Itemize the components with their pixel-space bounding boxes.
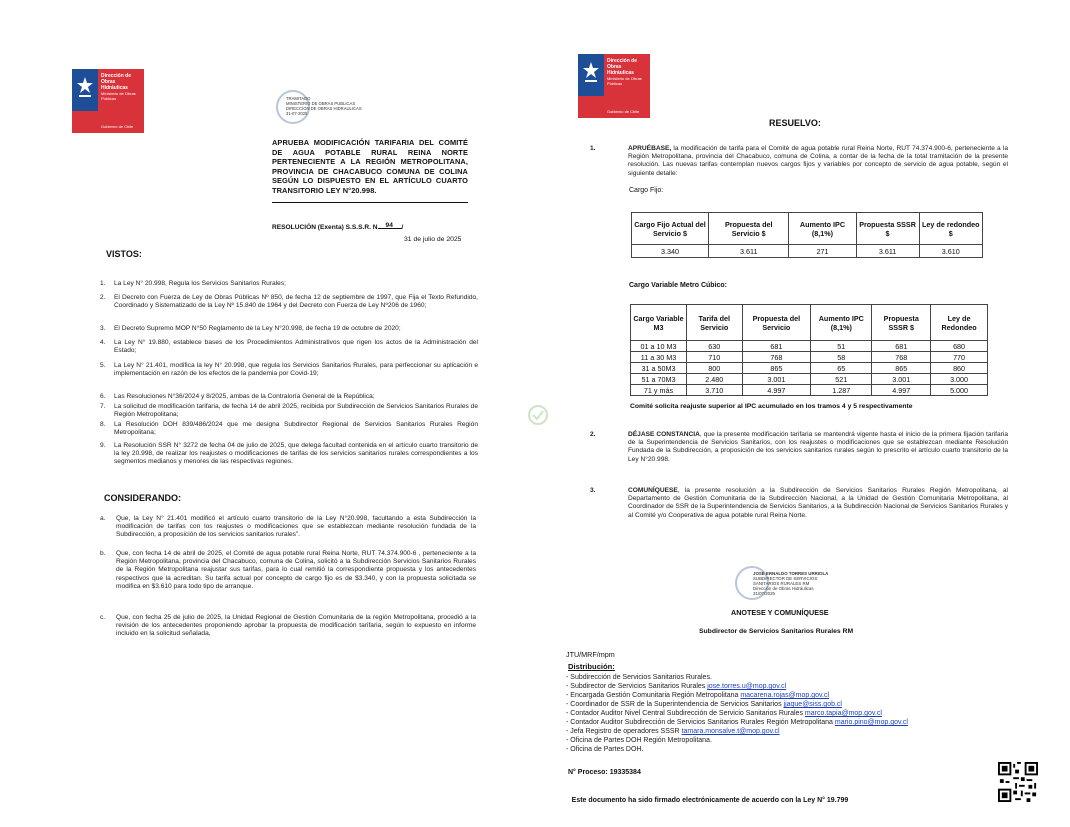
chile-coat-of-arms-icon <box>581 60 601 90</box>
doh-logo <box>578 54 650 118</box>
signer-title: Subdirector de Servicios Sanitarios Rurales RM <box>699 628 854 635</box>
table-row: 71 y más 3.710 4.997 1.287 4.997 5.000 <box>631 385 988 396</box>
tramitado-stamp: TRAMITADO MINISTERIO DE OBRAS PUBLICAS DIRECCION DE OBRAS HIDRAULICAS 31-07-2025 <box>276 90 386 126</box>
variable-charge-table: Cargo Variable M3 Tarifa del Servicio Propuesta del Servicio Aumento IPC (8,1%) Propuesta SSSR $ Ley de Redondeo 01 a 10 M3 630 681 51 681 680 11 a 30 M3 710 768 58 768 770 31 a 50M3 800 865 65 865 860 51 a 70M3 2.480 3.001 521 3.001 3.000 71 y más 3.710 4.997 1.287 4.997 5.000 <box>630 304 988 396</box>
resolution-date: 31 de julio de 2025 <box>404 236 462 243</box>
doh-logo <box>72 69 144 133</box>
email-link[interactable]: macarena.rojas@mop.gov.cl <box>740 692 830 699</box>
logo-title: Dirección de Obras Hidráulicas <box>607 58 638 76</box>
cargo-variable-label: Cargo Variable Metro Cúbico: <box>629 282 728 289</box>
table-row: 11 a 30 M3 710 768 58 768 770 <box>631 352 988 363</box>
list-item: - Coordinador de SSR de la Superintendencia de Servicios Sanitarios jjaque@siss.gob.cl <box>566 701 842 708</box>
title-underline <box>272 202 468 203</box>
table-row: 01 a 10 M3 630 681 51 681 680 <box>631 341 988 352</box>
anotese-heading: ANOTESE Y COMUNÍQUESE <box>731 608 829 617</box>
list-item: - Encargada Gestión Comunitaria Región Metropolitana macarena.rojas@mop.gov.cl <box>566 692 830 699</box>
email-link[interactable]: jjaque@siss.gob.cl <box>783 701 842 708</box>
vistos-heading: VISTOS: <box>106 249 142 259</box>
list-item: - Subdirector de Servicios Sanitarios Rurales jose.torres.u@mop.gov.cl <box>566 683 787 690</box>
process-number: N° Proceso: 19335384 <box>568 769 641 776</box>
resolution-number-line: RESOLUCIÓN (Exenta) S.S.S.R. N 94 / <box>272 222 404 231</box>
logo-subtitle: Ministerio de Obras Públicas <box>101 91 136 101</box>
logo-subtitle: Ministerio de Obras Públicas <box>607 76 642 86</box>
list-item: - Subdirección de Servicios Sanitarios Rurales. <box>566 674 712 681</box>
table-row: 31 a 50M3 800 865 65 865 860 <box>631 363 988 374</box>
distribucion-heading: Distribución: <box>568 662 615 671</box>
right-page: Dirección de Obras Hidráulicas Ministerio de Obras Públicas Gobierno de Chile RESUELVO: 1. APRUÉBASE, la modificación de tarifa para el Comité de agua potable rural Reina Norte, RUT 74.374.900-6, perteneciente a la Región Metropolitana, provincia del Chacabuco, comuna de Colina, a contar de la fecha de la total tramitación de la presente resolución. Las nuevas tarifas contemplan nuevos cargos fijos y variables por concepto de servicio de agua potable, según el siguiente detalle: Cargo Fijo: Cargo Fijo Actual del Servicio $ Propuesta del Servicio $ Aumento IPC (8,1%) Propuesta SSSR $ Ley de redondeo $ 3.340 3.611 271 3.611 3.610 Cargo Variable Metro Cúbico: Cargo Variable M3 Tarifa del Servicio Propuesta del Servicio Aumento IPC (8,1%) Propuesta SSSR $ Ley de Redondeo 01 a 10 M3 630 681 51 681 680 11 a 30 M3 710 768 58 768 770 31 a 50M3 800 865 65 865 860 51 a 70M3 2.480 3.001 521 3.001 3.000 71 y más 3.710 4.997 1.287 4.997 5.000 Comité solicita reajuste superior al IPC acumulado en los tramos 4 y 5 respectivamente 2. DÉJASE CONSTANCIA, que la presente modificación tarifaria se mantendrá vigente hasta el inicio de la primera fijación tarifaria de la Superintendencia de Servicios Sanitarios, con los reajustes o modificaciones que se establezcan mediante Resolución Fundada de la Subdirección, a proposición de los servicios sanitarios rurales según lo prescrito el artículo cuarto transitorio de la Ley N°20.998. 3. COMUNÍQUESE, la presente resolución a la Subdirección de Servicios Sanitarios Rurales Región Metropolitana, al Departamento de Gestión Comunitaria de la Subdirección Nacional, a la Unidad de Gestión Comunitaria Metropolitana, al Coordinador de SSR de la Superintendencia de Servicios Sanitarios, a la Subdirección Nacional de Servicios Sanitarios Rurales y al Comité y/o Cooperativa de agua potable rural Reina Norte. JOSE ERNALDO TORRES URRIOLA SUBDIRECTOR DE SERVICIOS SANITARIOS RURALES RM Dirección de Obras Hidráulicas 31/07/2025 ANOTESE Y COMUNÍQUESE Subdirector de Servicios Sanitarios Rurales RM JTU/MRF/mpm Distribución: - Subdirección de Servicios Sanitarios Rurales. - Subdirector de Servicios Sanitarios Rurales jose.torres.u@mop.gov.cl - Encargada Gestión Comunitaria Región Metropolitana macarena.rojas@mop.gov.cl - Coordinador de SSR de la Superintendencia de Servicios Sanitarios jjaque@siss.gob.cl - Contador Auditor Nivel Central Subdirección de Servicio Sanitarios Rurales marco.tapia@mop.gov.cl - Contador Auditor Subdirección de Servicios Sanitarios Rurales Región Metropolitana mario.pino@mop.gov.cl - Jefa Registro de operadores SSSR tamara.monsalve.t@mop.gov.cl - Oficina de Partes DOH Región Metropolitana. - Oficina de Partes DOH. N° Proceso: 19335384 Este documento ha sido firmado electrónicamente de acuerdo con la Ley N° 19.799 <box>535 0 1070 827</box>
fixed-charge-table: Cargo Fijo Actual del Servicio $ Propuesta del Servicio $ Aumento IPC (8,1%) Propuesta SSSR $ Ley de redondeo $ 3.340 3.611 271 3.611 3.610 <box>631 212 983 258</box>
list-item: - Contador Auditor Subdirección de Servicios Sanitarios Rurales Región Metropolitana mario.pino@mop.gov.cl <box>566 719 908 726</box>
logo-footer: Gobierno de Chile <box>101 124 134 129</box>
qr-code-icon[interactable] <box>998 762 1038 802</box>
list-item: - Jefa Registro de operadores SSSR tamara.monsalve.t@mop.gov.cl <box>566 728 780 735</box>
initials: JTU/MRF/mpm <box>566 650 615 659</box>
resuelvo-heading: RESUELVO: <box>769 118 821 128</box>
email-link[interactable]: jose.torres.u@mop.gov.cl <box>707 683 787 690</box>
email-link[interactable]: mario.pino@mop.gov.cl <box>834 719 908 726</box>
considerando-heading: CONSIDERANDO: <box>104 493 182 503</box>
distribution-list <box>566 673 996 754</box>
cargo-fijo-label: Cargo Fijo: <box>629 187 664 194</box>
electronic-signature-footer: Este documento ha sido firmado electrónicamente de acuerdo con la Ley N° 19.799 <box>571 797 849 804</box>
list-item: - Oficina de Partes DOH. <box>566 746 644 753</box>
left-page: Dirección de Obras Hidráulicas Ministerio de Obras Públicas Gobierno de Chile TRAMITADO MINISTERIO DE OBRAS PUBLICAS DIRECCION DE OBRAS HIDRAULICAS 31-07-2025 APRUEBA MODIFICACIÓN TARIFARIA DEL COMITÉ DE AGUA POTABLE RURAL REINA NORTE PERTENECIENTE A LA REGIÓN METROPOLITANA, PROVINCIA DE CHACABUCO COMUNA DE COLINA SEGÚN LO DISPUESTO EN EL ARTÍCULO CUARTO TRANSITORIO LEY N°20.998. RESOLUCIÓN (Exenta) S.S.S.R. N 94 / 31 de julio de 2025 VISTOS: 1. La Ley N° 20.998, Regula los Servicios Sanitarios Rurales; 2. El Decreto con Fuerza de Ley de Obras Públicas Nº 850, de fecha 12 de septiembre de 1997, que Fija el Texto Refundido, Coordinado y Sistematizado de la Ley Nº 15.840 de 1964 y del Decreto con Fuerza de Ley Nº206 de 1960; 3. El Decreto Supremo MOP N°50 Reglamento de la Ley N°20.998, de fecha 19 de octubre de 2020; 4. La Ley N° 19.880, establece bases de los Procedimientos Administrativos que rigen los actos de la Administración del Estado; 5. La Ley N° 21.401, modifica la ley N° 20.998, que regula los Servicios Sanitarios Rurales, para perfeccionar su aplicación e implementación en razón de los efectos de la pandemia por Covid-19; 6. Las Resoluciones N°36/2024 y 8/2025, ambas de la Contraloría General de la República; 7. La solicitud de modificación tarifaria, de fecha 14 de abril 2025, recibida por Subdirección de Servicios Sanitarios Rurales de Región Metropolitana; 8. La Resolución DOH 839/486/2024 que me designa Subdirector Regional de Servicios Sanitarios Rurales Región Metropolitana; 9. La Resolución SSR N° 3272 de fecha 04 de julio de 2025, que delega facultad contenida en el artículo cuarto transitorio de la ley 20.998, de realizar los reajustes o modificaciones de tarifas de los servicios sanitarios rurales correspondientes a los segmentos medianos y menores de las respectivas regiones. CONSIDERANDO: a. Que, la Ley N° 21.401 modificó el artículo cuarto transitorio de la Ley N°20.998, facultando a esta Subdirección la modificación de tarifas con los reajustes o modificaciones que se establezcan mediante resolución fundada de la Subdirección, a proposición de los servicios sanitarios rurales”. b. Que, con fecha 14 de abril de 2025, el Comité de agua potable rural Reina Norte, RUT 74.374.900-6 , perteneciente a la Región Metropolitana, provincia del Chacabuco, comuna de Colina, solicitó a la Subdirección Servicios Sanitarios Rurales de la Región Metropolitana reajustar sus tarifas, para lo cual remitió la correspondiente propuesta y los antecedentes respectivos que la acreditan. Su tarifa actual por concepto de cargo fijo es de $3.340, y con la propuesta solicitada se modifica en $3.610 para todo tipo de arranque. c. Que, con fecha 25 de julio de 2025, la Unidad Regional de Gestión Comunitaria de la región Metropolitana, procedió a la revisión de los antecedentes proponiendo aprobar la propuesta de modificación tarifaria, según lo expuesto en informe incluido en la solicitud señalada, <box>0 0 535 827</box>
variable-table-note: Comité solicita reajuste superior al IPC acumulado en los tramos 4 y 5 respectivamente <box>630 403 913 410</box>
resolution-title: APRUEBA MODIFICACIÓN TARIFARIA DEL COMITÉ DE AGUA POTABLE RURAL REINA NORTE PERTENECIENTE A LA REGIÓN METROPOLITANA, PROVINCIA DE CHACABUCO COMUNA DE COLINA SEGÚN LO DISPUESTO EN EL ARTÍCULO CUARTO TRANSITORIO LEY N°20.998. <box>272 138 468 195</box>
table-row: 51 a 70M3 2.480 3.001 521 3.001 3.000 <box>631 374 988 385</box>
chile-coat-of-arms-icon <box>75 75 95 105</box>
signature-stamp: JOSE ERNALDO TORRES URRIOLA SUBDIRECTOR DE SERVICIOS SANITARIOS RURALES RM Dirección de Obras Hidráulicas 31/07/2025 <box>735 566 865 602</box>
logo-title: Dirección de Obras Hidráulicas <box>101 73 132 91</box>
email-link[interactable]: marco.tapia@mop.gov.cl <box>804 710 882 717</box>
logo-footer: Gobierno de Chile <box>607 109 640 114</box>
email-link[interactable]: tamara.monsalve.t@mop.gov.cl <box>681 728 780 735</box>
list-item: - Contador Auditor Nivel Central Subdirección de Servicio Sanitarios Rurales marco.tapia@mop.gov.cl <box>566 710 882 717</box>
list-item: - Oficina de Partes DOH Región Metropolitana. <box>566 737 712 744</box>
